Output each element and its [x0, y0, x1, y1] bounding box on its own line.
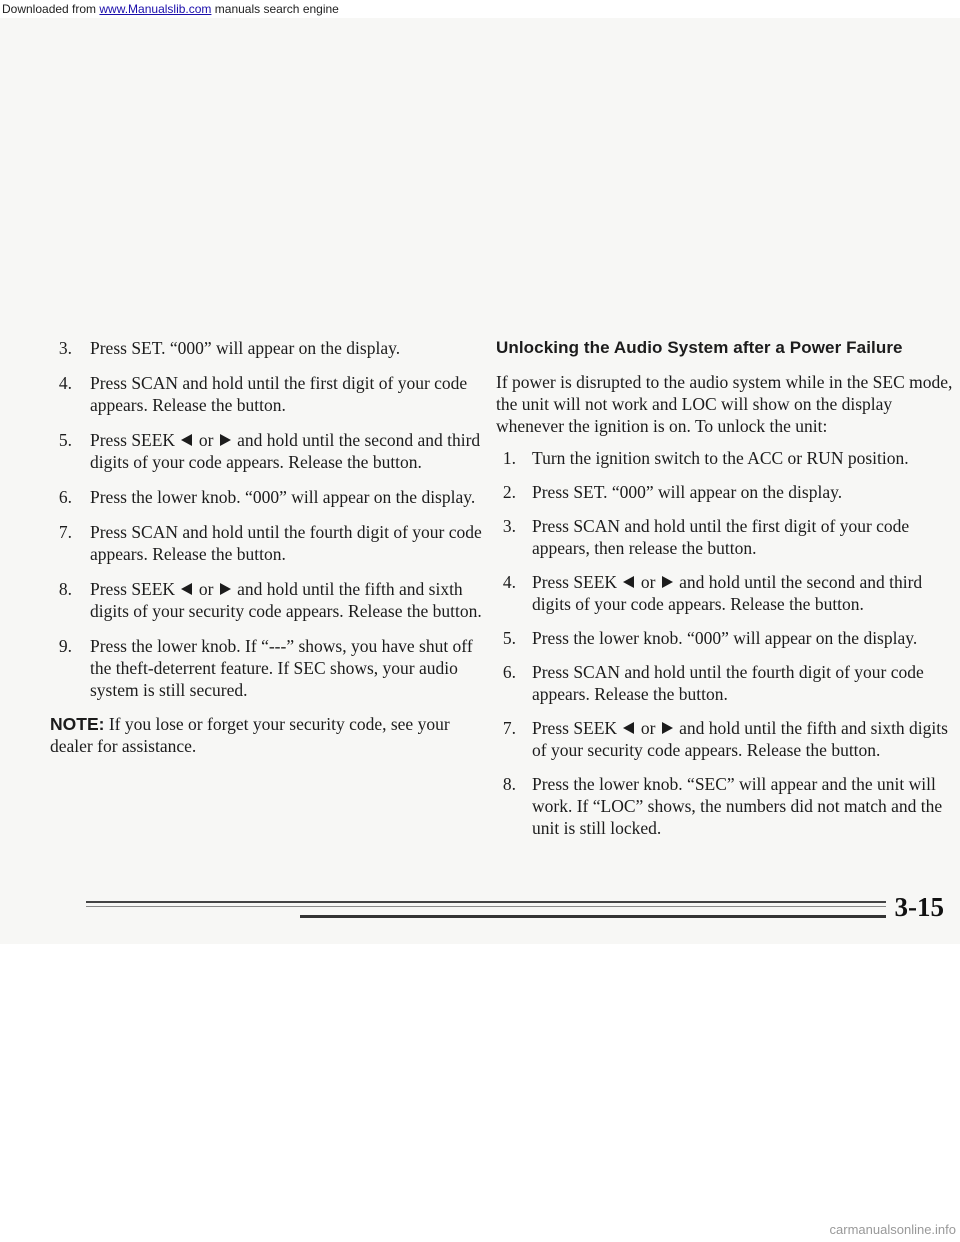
- step-number: 4.: [502, 572, 516, 592]
- step-text: Press SEEK: [90, 579, 180, 599]
- watermark-text: carmanualsonline.info: [829, 1222, 956, 1237]
- list-item: [496, 571, 958, 615]
- step-text: Press the lower knob. “000” will appear on the display.: [532, 628, 918, 648]
- step-text: Press the lower knob. “000” will appear on the display.: [90, 487, 476, 507]
- step-number: 5.: [58, 430, 72, 450]
- step-text: Press SET. “000” will appear on the display.: [90, 338, 401, 358]
- step-number: 7.: [502, 718, 516, 738]
- step-number: 7.: [58, 522, 72, 542]
- step-text: Press SCAN and hold until the first digit of your code appears, then release the button.: [532, 516, 910, 558]
- list-item: [50, 337, 490, 359]
- step-text: or: [194, 430, 218, 450]
- list-item: [496, 627, 958, 649]
- step-text: and hold until the second and third digits of your code appears. Release the button.: [532, 572, 923, 614]
- step-text: Press SEEK: [90, 430, 180, 450]
- step-text: Press SCAN and hold until the fourth digit of your code appears. Release the button.: [532, 662, 924, 704]
- step-number: 6.: [58, 487, 72, 507]
- seek-left-arrow-icon: [181, 583, 192, 595]
- list-item: [496, 447, 958, 469]
- note-text: If you lose or forget your security code, see your dealer for assistance.: [50, 714, 450, 756]
- step-text: Press SCAN and hold until the first digit of your code appears. Release the button.: [90, 373, 468, 415]
- footer-rule: [300, 915, 886, 918]
- list-item: [50, 521, 490, 565]
- step-number: 4.: [58, 373, 72, 393]
- step-number: 3.: [58, 338, 72, 358]
- step-number: 8.: [58, 579, 72, 599]
- step-text: Turn the ignition switch to the ACC or RUN position.: [532, 448, 909, 468]
- list-item: [496, 661, 958, 705]
- list-item: [496, 515, 958, 559]
- step-text: or: [194, 579, 218, 599]
- step-text: and hold until the fifth and sixth digits of your security code appears. Release the button.: [90, 579, 482, 621]
- list-item: [496, 717, 958, 761]
- page-number: 3-15: [894, 892, 944, 922]
- step-text: Press the lower knob. “SEC” will appear and the unit will work. If “LOC” shows, the numbers did not match and the unit is still locked.: [532, 774, 943, 838]
- step-text: Press SET. “000” will appear on the display.: [532, 482, 843, 502]
- step-number: 2.: [502, 482, 516, 502]
- list-item: [50, 372, 490, 416]
- left-column: [50, 337, 490, 757]
- list-item: [50, 635, 490, 701]
- step-text: Press SEEK: [532, 718, 622, 738]
- banner-prefix: Downloaded from: [2, 2, 100, 16]
- step-number: 1.: [502, 448, 516, 468]
- step-text: Press SCAN and hold until the fourth digit of your code appears. Release the button.: [90, 522, 482, 564]
- intro-paragraph: If power is disrupted to the audio system while in the SEC mode, the unit will not work and LOC will show on the display whenever the ignition is on. To unlock the unit:: [496, 372, 953, 436]
- note-paragraph: [50, 713, 490, 757]
- step-number: 6.: [502, 662, 516, 682]
- right-column: [496, 337, 958, 851]
- seek-left-arrow-icon: [623, 576, 634, 588]
- step-number: 9.: [58, 636, 72, 656]
- step-number: 8.: [502, 774, 516, 794]
- step-text: and hold until the fifth and sixth digits of your security code appears. Release the button.: [532, 718, 948, 760]
- left-steps-list: [50, 337, 490, 701]
- step-text: Press SEEK: [532, 572, 622, 592]
- step-number: 3.: [502, 516, 516, 536]
- list-item: [50, 429, 490, 473]
- seek-left-arrow-icon: [181, 434, 192, 446]
- list-item: [496, 481, 958, 503]
- seek-left-arrow-icon: [623, 722, 634, 734]
- step-number: 5.: [502, 628, 516, 648]
- footer-rule: [86, 901, 886, 903]
- note-label: NOTE:: [50, 714, 105, 734]
- seek-right-arrow-icon: [220, 434, 231, 446]
- right-steps-list: [496, 447, 958, 839]
- download-banner: [0, 0, 960, 18]
- seek-right-arrow-icon: [220, 583, 231, 595]
- step-text: or: [636, 718, 660, 738]
- seek-right-arrow-icon: [662, 576, 673, 588]
- list-item: [50, 578, 490, 622]
- footer-rule: [86, 906, 886, 907]
- step-text: and hold until the second and third digits of your code appears. Release the button.: [90, 430, 481, 472]
- step-text: Press the lower knob. If “---” shows, you have shut off the theft-deterrent feature. If SEC shows, your audio system is still secured.: [90, 636, 473, 700]
- section-heading: Unlocking the Audio System after a Power Failure: [496, 338, 903, 357]
- list-item: [496, 773, 958, 839]
- manualslib-link[interactable]: www.Manualslib.com: [99, 2, 212, 16]
- step-text: or: [636, 572, 660, 592]
- manual-page: [0, 18, 960, 944]
- seek-right-arrow-icon: [662, 722, 673, 734]
- banner-suffix: manuals search engine: [211, 2, 339, 16]
- list-item: [50, 486, 490, 508]
